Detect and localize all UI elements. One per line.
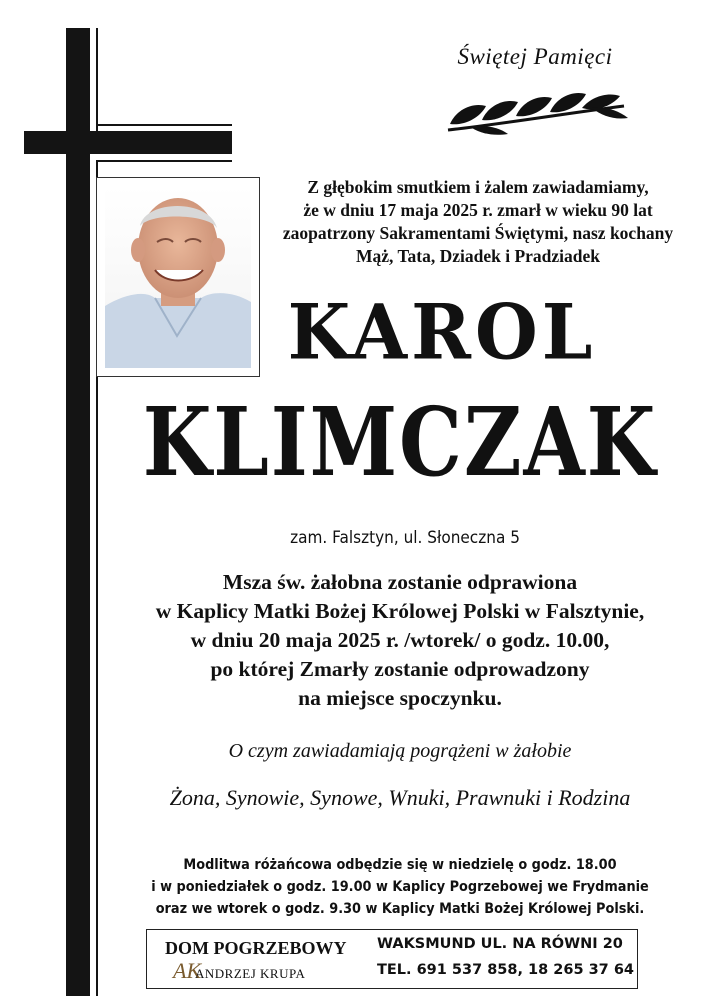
cross-outline-line xyxy=(96,124,232,126)
intro-line: zaopatrzony Sakramentami Świętymi, nasz kochany xyxy=(282,223,674,243)
cross-outline-line xyxy=(96,28,98,131)
cross-icon xyxy=(0,0,240,1000)
mass-info xyxy=(100,568,700,713)
prayer-line: Modlitwa różańcowa odbędzie się w niedzielę o godz. 18.00 xyxy=(183,857,617,873)
funeral-home-owner: ANDRZEJ KRUPA xyxy=(195,966,306,981)
intro-line: Mąż, Tata, Dziadek i Pradziadek xyxy=(355,246,601,266)
portrait-photo xyxy=(105,186,251,368)
prayer-line: i w poniedziałek o godz. 19.00 w Kaplicy Pogrzebowej we Frydmanie xyxy=(151,879,649,895)
mourners-intro: O czym zawiadamiają pogrążeni w żałobie xyxy=(228,740,572,762)
deceased-first-name: KAROL xyxy=(287,286,597,377)
cross-horizontal-beam xyxy=(24,131,232,154)
cross-outline-line xyxy=(96,160,232,162)
intro-line: że w dniu 17 maja 2025 r. zmarł w wieku 90 lat xyxy=(303,200,653,220)
intro-line: Z głębokim smutkiem i żalem zawiadamiamy, xyxy=(307,177,649,197)
mass-line: na miejsce spoczynku. xyxy=(298,686,502,710)
funeral-home-phone: TEL. 691 537 858, 18 265 37 64 xyxy=(377,962,634,978)
mass-line: w dniu 20 maja 2025 r. /wtorek/ o godz. 10.00, xyxy=(190,628,610,652)
deceased-last-name: KLIMCZAK xyxy=(142,386,658,498)
family-list: Żona, Synowie, Synowe, Wnuki, Prawnuki i Rodzina xyxy=(169,785,631,810)
prayer-line: oraz we wtorek o godz. 9.30 w Kaplicy Matki Bożej Królowej Polski. xyxy=(155,901,645,917)
funeral-home-name: DOM POGRZEBOWY xyxy=(165,938,347,958)
prayer-info xyxy=(100,854,700,920)
mass-line: po której Zmarły zostanie odprowadzony xyxy=(210,657,590,681)
mass-line: w Kaplicy Matki Bożej Królowej Polski w Falsztynie, xyxy=(155,599,645,623)
funeral-home-logo: AK xyxy=(173,958,202,983)
announcement-intro xyxy=(258,176,698,268)
cross-vertical-beam xyxy=(66,28,90,996)
funeral-home-box xyxy=(146,929,638,989)
page-title: Świętej Pamięci xyxy=(457,44,613,69)
funeral-home-address: WAKSMUND UL. NA RÓWNI 20 xyxy=(377,936,623,952)
olive-branch-icon xyxy=(442,84,632,138)
portrait-frame xyxy=(96,177,260,377)
mass-line: Msza św. żałobna zostanie odprawiona xyxy=(222,570,578,594)
deceased-address: zam. Falsztyn, ul. Słoneczna 5 xyxy=(290,528,520,548)
